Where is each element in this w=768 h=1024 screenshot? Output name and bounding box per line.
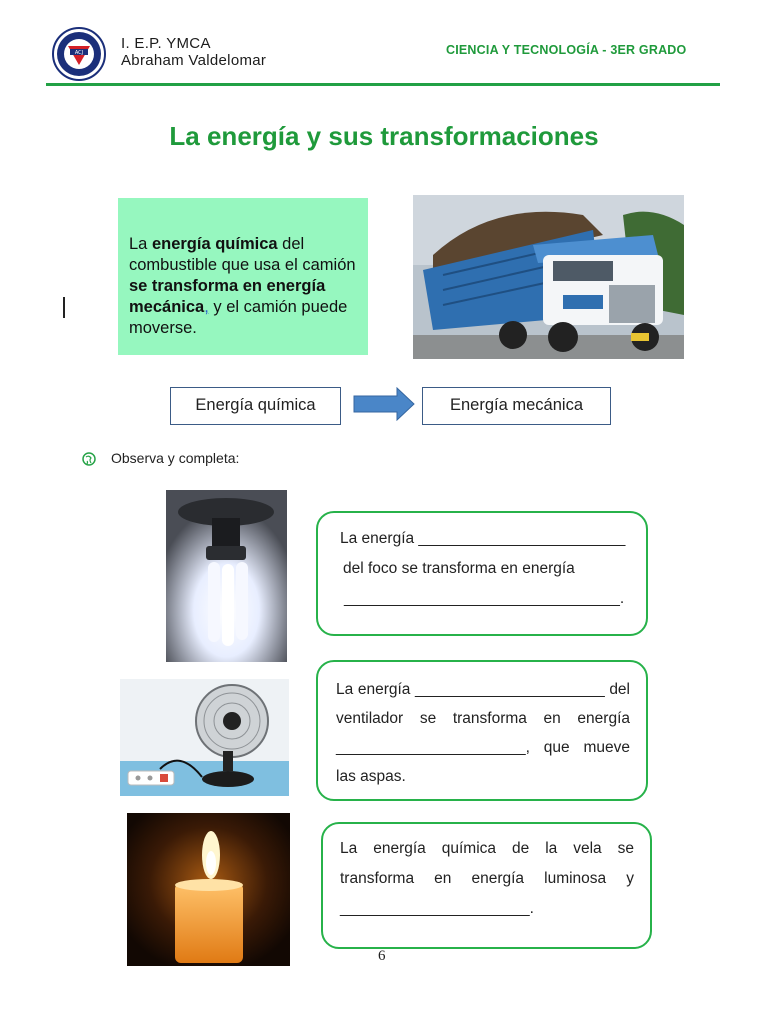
right-arrow-icon	[353, 387, 415, 421]
globe-bullet-icon	[82, 452, 96, 466]
truck-image	[413, 195, 684, 359]
flow-box-mechanical: Energía mecánica	[422, 387, 611, 425]
light-bulb-image	[166, 490, 287, 662]
header-divider	[46, 83, 720, 86]
svg-text:ACJ: ACJ	[74, 50, 84, 56]
page-number: 6	[378, 948, 386, 964]
candle-image	[127, 813, 290, 966]
flow-box-chemical: Energía química	[170, 387, 341, 425]
page-title: La energía y sus transformaciones	[169, 121, 599, 151]
candle-exercise-text: La energía química de la vela se transforma en energía luminosa y ______________________.	[340, 840, 634, 917]
electric-fan-image	[120, 679, 289, 796]
text-cursor	[63, 297, 65, 318]
fan-exercise-text: La energía ______________________ del ventilador se transforma en energía ______________________, que mueve las aspas.	[336, 681, 630, 785]
course-label: CIENCIA Y TECNOLOGÍA - 3ER GRADO	[446, 43, 687, 57]
school-name-line1: I. E.P. YMCA	[121, 35, 211, 52]
intro-text: La energía química del combustible que usa el camión se transforma en energía mecánica, y el camión puede moverse.	[129, 235, 356, 337]
bulb-line2: del foco se transforma en energía	[343, 560, 575, 577]
school-name-line2: Abraham Valdelomar	[121, 52, 267, 69]
bulb-line3: ________________________________.	[344, 590, 625, 607]
school-logo	[52, 27, 106, 81]
bulb-line1: La energía ________________________	[340, 530, 626, 547]
instruction-text: Observa y completa:	[111, 450, 240, 466]
